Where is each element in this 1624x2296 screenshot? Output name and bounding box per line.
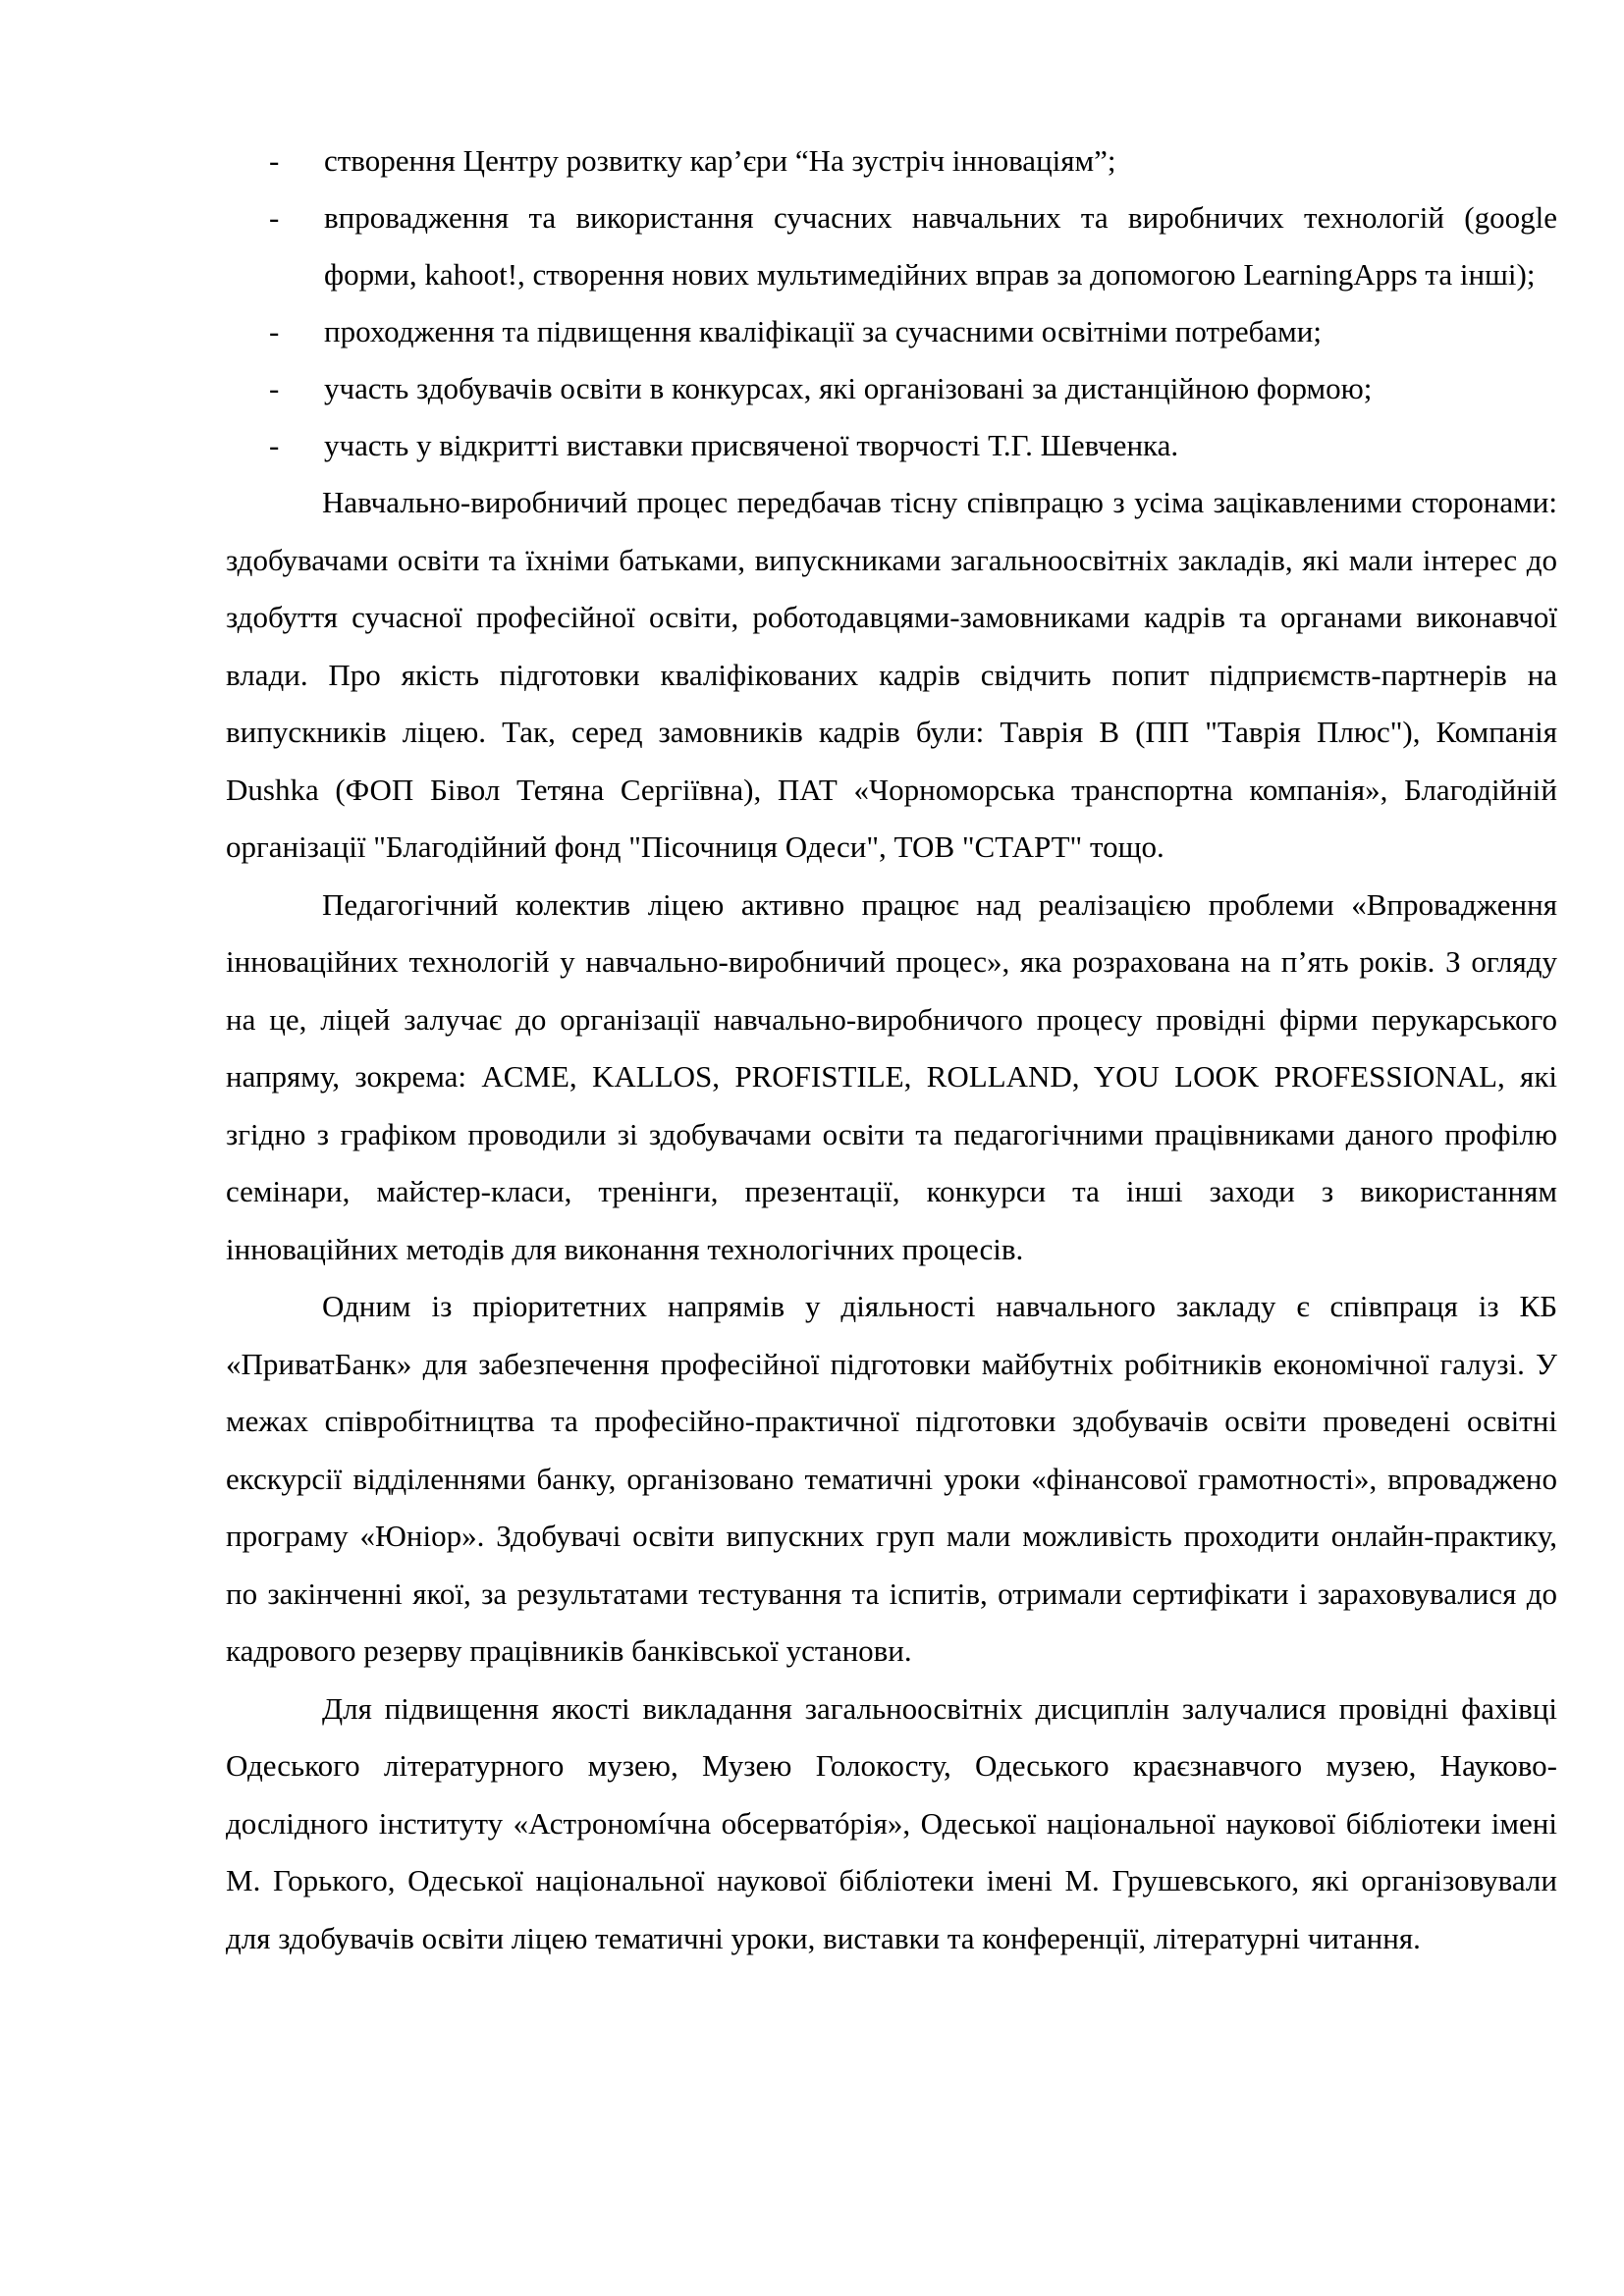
list-item <box>226 133 1557 189</box>
bullet-list <box>226 133 1557 474</box>
list-item-text: впровадження та використання сучасних навчальних та виробничих технологій (google форми, kahoot!, створення нових мультимедійних вправ за допомогою LearningApps та інші); <box>324 200 1557 292</box>
page-content <box>226 133 1557 1967</box>
list-item-text: створення Центру розвитку кар’єри “На зустріч інноваціям”; <box>324 143 1116 178</box>
list-item <box>226 189 1557 303</box>
list-item-text: участь здобувачів освіти в конкурсах, які організовані за дистанційною формою; <box>324 371 1373 405</box>
paragraph-partners: Навчально-виробничий процес передбачав тісну співпрацю з усіма зацікавленими сторонами: здобувачами освіти та їхніми батьками, випускниками загальноосвітніх закладів, які мали інтерес до здобуття сучасної професійної освіти, роботодавцями-замовниками кадрів та органами виконавчої влади. Про якість підготовки кваліфікованих кадрів свідчить попит підприємств-партнерів на випускників ліцею. Так, серед замовників кадрів були: Таврія В (ПП "Таврія Плюс"), Компанія Dushka (ФОП Бівол Тетяна Сергіївна), ПАТ «Чорноморська транспортна компанія», Благодійній організації "Благодійний фонд "Пісочниця Одеси", ТОВ "СТАРТ" тощо. <box>226 485 1557 864</box>
paragraph-privatbank: Одним із пріоритетних напрямів у діяльності навчального закладу є співпраця із КБ «ПриватБанк» для забезпечення професійної підготовки майбутніх робітників економічної галузі. У межах співробітництва та професійно-практичної підготовки здобувачів освіти проведені освітні екскурсії відділеннями банку, організовано тематичні уроки «фінансової грамотності», впроваджено програму «Юніор». Здобувачі освіти випускних груп мали можливість проходити онлайн-практику, по закінченні якої, за результатами тестування та іспитів, отримали сертифікати і зараховувалися до кадрового резерву працівників банківської установи. <box>226 1289 1557 1668</box>
list-item <box>226 303 1557 360</box>
paragraph-innovation: Педагогічний колектив ліцею активно працює над реалізацією проблеми «Впровадження інноваційних технологій у навчально-виробничий процес», яка розрахована на п’ять років. З огляду на це, ліцей залучає до організації навчально-виробничого процесу провідні фірми перукарського напряму, зокрема: ACME, KALLOS, PROFISTILE, ROLLAND, YOU LOOK PROFESSIONAL, які згідно з графіком проводили зі здобувачами освіти та педагогічними працівниками даного профілю семінари, майстер-класи, тренінги, презентації, конкурси та інші заходи з використанням інноваційних методів для виконання технологічних процесів. <box>226 886 1557 1266</box>
bullet-marker: - <box>269 200 280 235</box>
list-item <box>226 360 1557 417</box>
bullet-marker: - <box>269 371 280 405</box>
paragraph-museums: Для підвищення якості викладання загальноосвітніх дисциплін залучалися провідні фахівці Одеського літературного музею, Музею Голокосту, Одеського краєзнавчого музею, Науково-дослідного інституту «Астрономíчна обсерватóрія», Одеської національної наукової бібліотеки імені М. Горького, Одеської національної наукової бібліотеки імені М. Грушевського, які організовували для здобувачів освіти ліцею тематичні уроки, виставки та конференції, літературні читання. <box>226 1690 1557 1955</box>
list-item-text: проходження та підвищення кваліфікації за сучасними освітніми потребами; <box>324 314 1323 348</box>
list-item-text: участь у відкритті виставки присвяченої творчості Т.Г. Шевченка. <box>324 428 1179 462</box>
bullet-marker: - <box>269 428 280 462</box>
list-item <box>226 417 1557 474</box>
bullet-marker: - <box>269 143 280 178</box>
bullet-marker: - <box>269 314 280 348</box>
